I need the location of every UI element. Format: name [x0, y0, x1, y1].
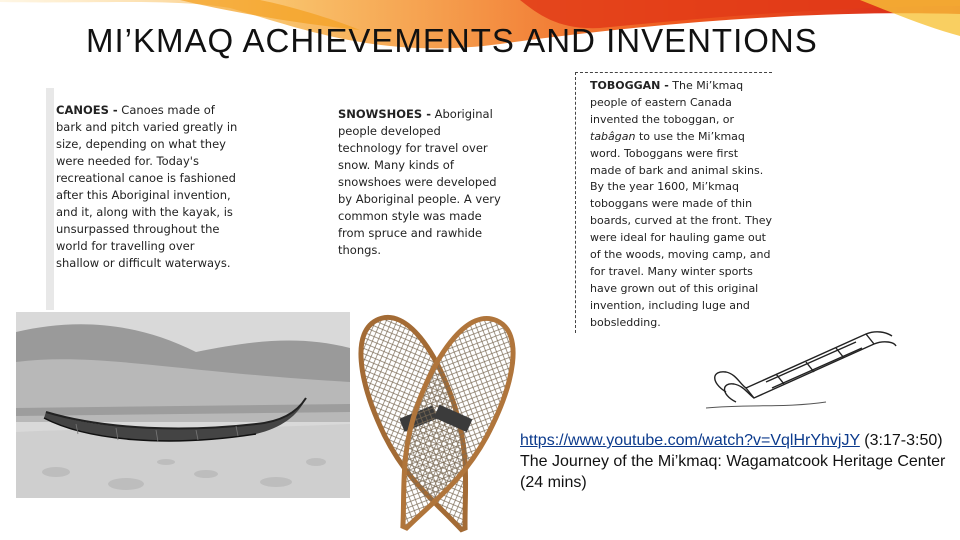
- video-reference: [520, 430, 950, 493]
- video-time: (3:17-3:50): [859, 432, 943, 449]
- video-description: The Journey of the Mi’kmaq: Wagamatcook Heritage Center (24 mins): [520, 453, 946, 491]
- birchbark-canoe-image: [16, 312, 350, 498]
- slide-title: MI’KMAQ ACHIEVEMENTS AND INVENTIONS: [86, 22, 818, 59]
- toboggan-description: [590, 78, 772, 332]
- snowshoes-body: Aboriginal people developed technology for travel over snow. Many kinds of snowshoes were developed by Aboriginal people. A very common style was made from spruce and rawhide thongs.: [338, 107, 501, 257]
- snowshoes-description: [338, 106, 508, 259]
- snowshoes-image: [346, 302, 516, 540]
- toboggan-sketch-image: [706, 322, 902, 414]
- canoes-description: [56, 102, 241, 272]
- video-link[interactable]: https://www.youtube.com/watch?v=VqlHrYhvjJY: [520, 432, 860, 449]
- canoes-heading: CANOES -: [56, 103, 118, 117]
- toboggan-body-b: to use the Mi’kmaq word. Toboggans were first made of bark and animal skins. By the year 1600, Mi’kmaq toboggans were made of thin boards, curved at the front. They were ideal for hauling game out of the woods, moving camp, and for travel. Many winter sports have grown out of this original invention, including luge and bobsledding.: [590, 129, 773, 329]
- canoes-body: Canoes made of bark and pitch varied greatly in size, depending on what they were needed for. Today's recreational canoe is fashioned after this Aboriginal invention, and it, along with the kayak, is unsurpassed throughout the world for travelling over shallow or difficult waterways.: [56, 103, 238, 270]
- toboggan-heading: TOBOGGAN -: [590, 79, 669, 92]
- panel-edge: [46, 88, 54, 310]
- snowshoes-heading: SNOWSHOES -: [338, 107, 431, 121]
- toboggan-body-a: The Mi’kmaq people of eastern Canada invented the toboggan, or: [590, 79, 744, 126]
- toboggan-word: tabâgan: [590, 129, 636, 143]
